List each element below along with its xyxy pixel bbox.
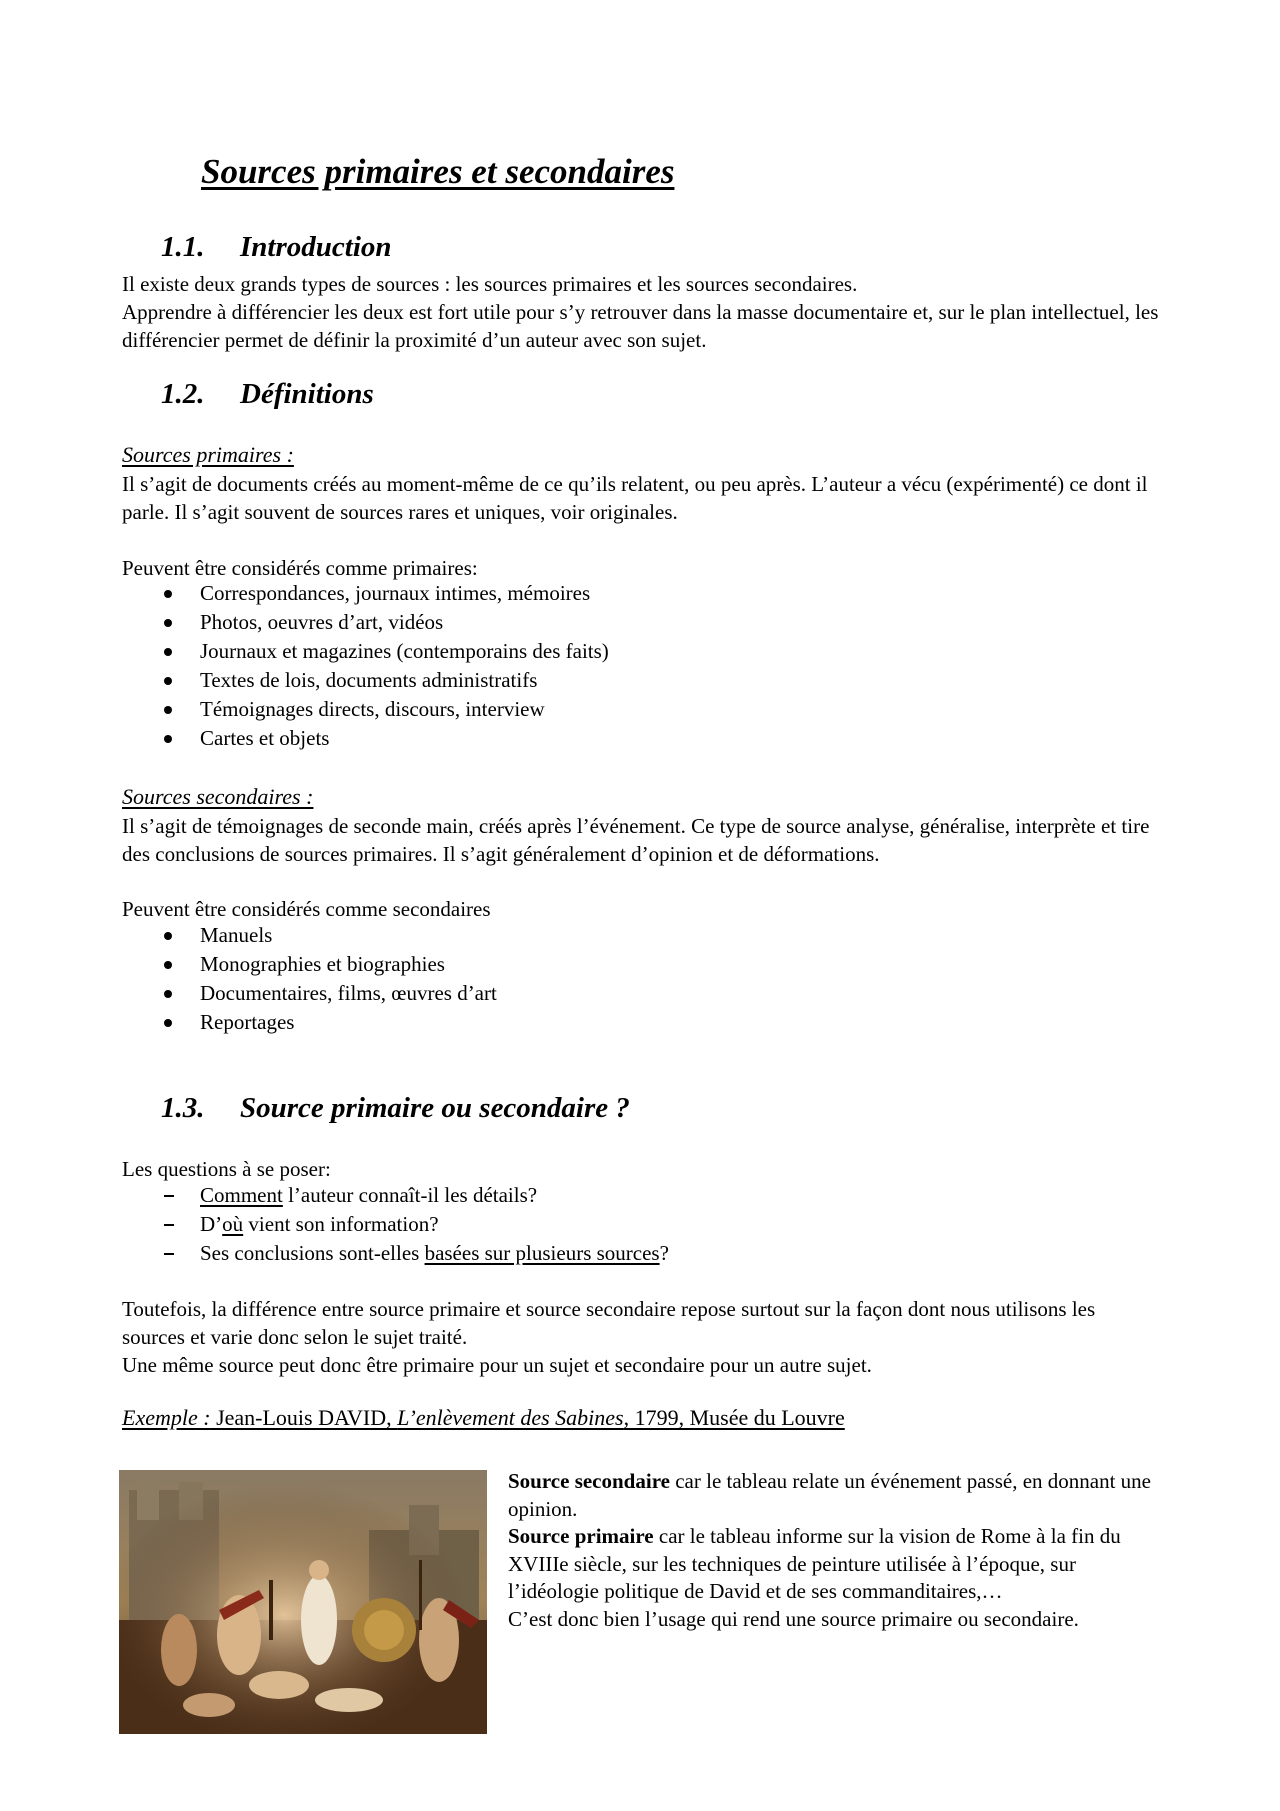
list-item: Correspondances, journaux intimes, mémoires — [0, 579, 900, 608]
conclusion: C’est donc bien l’usage qui rend une source primaire ou secondaire. — [508, 1606, 1079, 1631]
bullet-icon — [164, 932, 172, 940]
list-item: Comment l’auteur connaît-il les détails? — [0, 1181, 900, 1210]
example-artist: Jean-Louis DAVID, — [210, 1405, 398, 1430]
bullet-icon — [164, 1019, 172, 1027]
primary-sources-label: Sources primaires : — [122, 442, 294, 467]
dash-icon — [164, 1224, 174, 1226]
bullet-icon — [164, 961, 172, 969]
list-item: Témoignages directs, discours, interview — [0, 695, 900, 724]
example-details: , 1799, Musée du Louvre — [623, 1405, 845, 1430]
bullet-icon — [164, 648, 172, 656]
bullet-icon — [164, 619, 172, 627]
example-explanation — [508, 1468, 1168, 1633]
section-title: Introduction — [240, 231, 392, 263]
secondary-sources-list — [0, 921, 900, 1037]
list-item: Documentaires, films, œuvres d’art — [0, 979, 900, 1008]
primary-sources-list — [0, 579, 900, 753]
section-heading-introduction — [161, 231, 392, 264]
section-heading-primary-or-secondary — [161, 1092, 630, 1125]
bullet-icon — [164, 677, 172, 685]
section-number: 1.3. — [161, 1092, 205, 1124]
section-title: Source primaire ou secondaire ? — [240, 1092, 630, 1124]
list-item: Cartes et objets — [0, 724, 900, 753]
bullet-icon — [164, 990, 172, 998]
primary-list-intro: Peuvent être considérés comme primaires: — [122, 556, 478, 580]
usage-paragraph: Toutefois, la différence entre source primaire et source secondaire repose surtout sur la façon dont nous utilisons les sources et varie donc selon le sujet traité. — [122, 1297, 1096, 1349]
list-item: Reportages — [0, 1008, 900, 1037]
primary-reason: Source primaire car le tableau informe sur la vision de Rome à la fin du XVIIIe siècle, sur les techniques de peinture utilisée à l’époque, sur l’idéologie politique de David et de ses commanditaires,… — [508, 1524, 1121, 1603]
example-label: Exemple : — [122, 1405, 211, 1430]
example-work-title: L’enlèvement des Sabines — [397, 1405, 624, 1430]
bullet-icon — [164, 706, 172, 714]
painting-illustration — [119, 1470, 487, 1734]
section-number: 1.1. — [161, 231, 205, 263]
dash-icon — [164, 1195, 174, 1197]
secondary-list-intro: Peuvent être considérés comme secondaires — [122, 897, 491, 921]
section-number: 1.2. — [161, 378, 205, 410]
page-title: Sources primaires et secondaires — [201, 152, 675, 191]
bullet-icon — [164, 735, 172, 743]
example-line — [122, 1405, 845, 1431]
list-item: Monographies et biographies — [0, 950, 900, 979]
intro-paragraph-1: Il existe deux grands types de sources : les sources primaires et les sources secondaires. — [122, 272, 858, 296]
secondary-reason: Source secondaire car le tableau relate un événement passé, en donnant une opinion. — [508, 1469, 1151, 1521]
same-source-paragraph: Une même source peut donc être primaire pour un sujet et secondaire pour un autre sujet. — [122, 1353, 872, 1377]
list-item: Ses conclusions sont-elles basées sur plusieurs sources? — [0, 1239, 900, 1268]
list-item: Journaux et magazines (contemporains des faits) — [0, 637, 900, 666]
intro-paragraph-2: Apprendre à différencier les deux est fort utile pour s’y retrouver dans la masse documentaire et, sur le plan intellectuel, les différencier permet de définir la proximité d’un auteur avec son sujet. — [122, 300, 1159, 352]
list-item: D’où vient son information? — [0, 1210, 900, 1239]
bullet-icon — [164, 590, 172, 598]
section-title: Définitions — [240, 378, 374, 410]
list-item: Textes de lois, documents administratifs — [0, 666, 900, 695]
primary-sources-definition: Il s’agit de documents créés au moment-même de ce qu’ils relatent, ou peu après. L’auteur a vécu (expérimenté) ce dont il parle. Il s’agit souvent de sources rares et uniques, voir originales. — [122, 472, 1148, 524]
dash-icon — [164, 1253, 174, 1255]
section-heading-definitions — [161, 378, 374, 411]
list-item: Manuels — [0, 921, 900, 950]
list-item: Photos, oeuvres d’art, vidéos — [0, 608, 900, 637]
secondary-sources-definition: Il s’agit de témoignages de seconde main, créés après l’événement. Ce type de source analyse, généralise, interprète et tire des conclusions de sources primaires. Il s’agit généralement d’opinion et de déformations. — [122, 814, 1150, 866]
painting-image — [119, 1470, 487, 1734]
secondary-sources-label: Sources secondaires : — [122, 784, 314, 809]
questions-intro: Les questions à se poser: — [122, 1157, 331, 1181]
questions-list — [0, 1181, 900, 1268]
